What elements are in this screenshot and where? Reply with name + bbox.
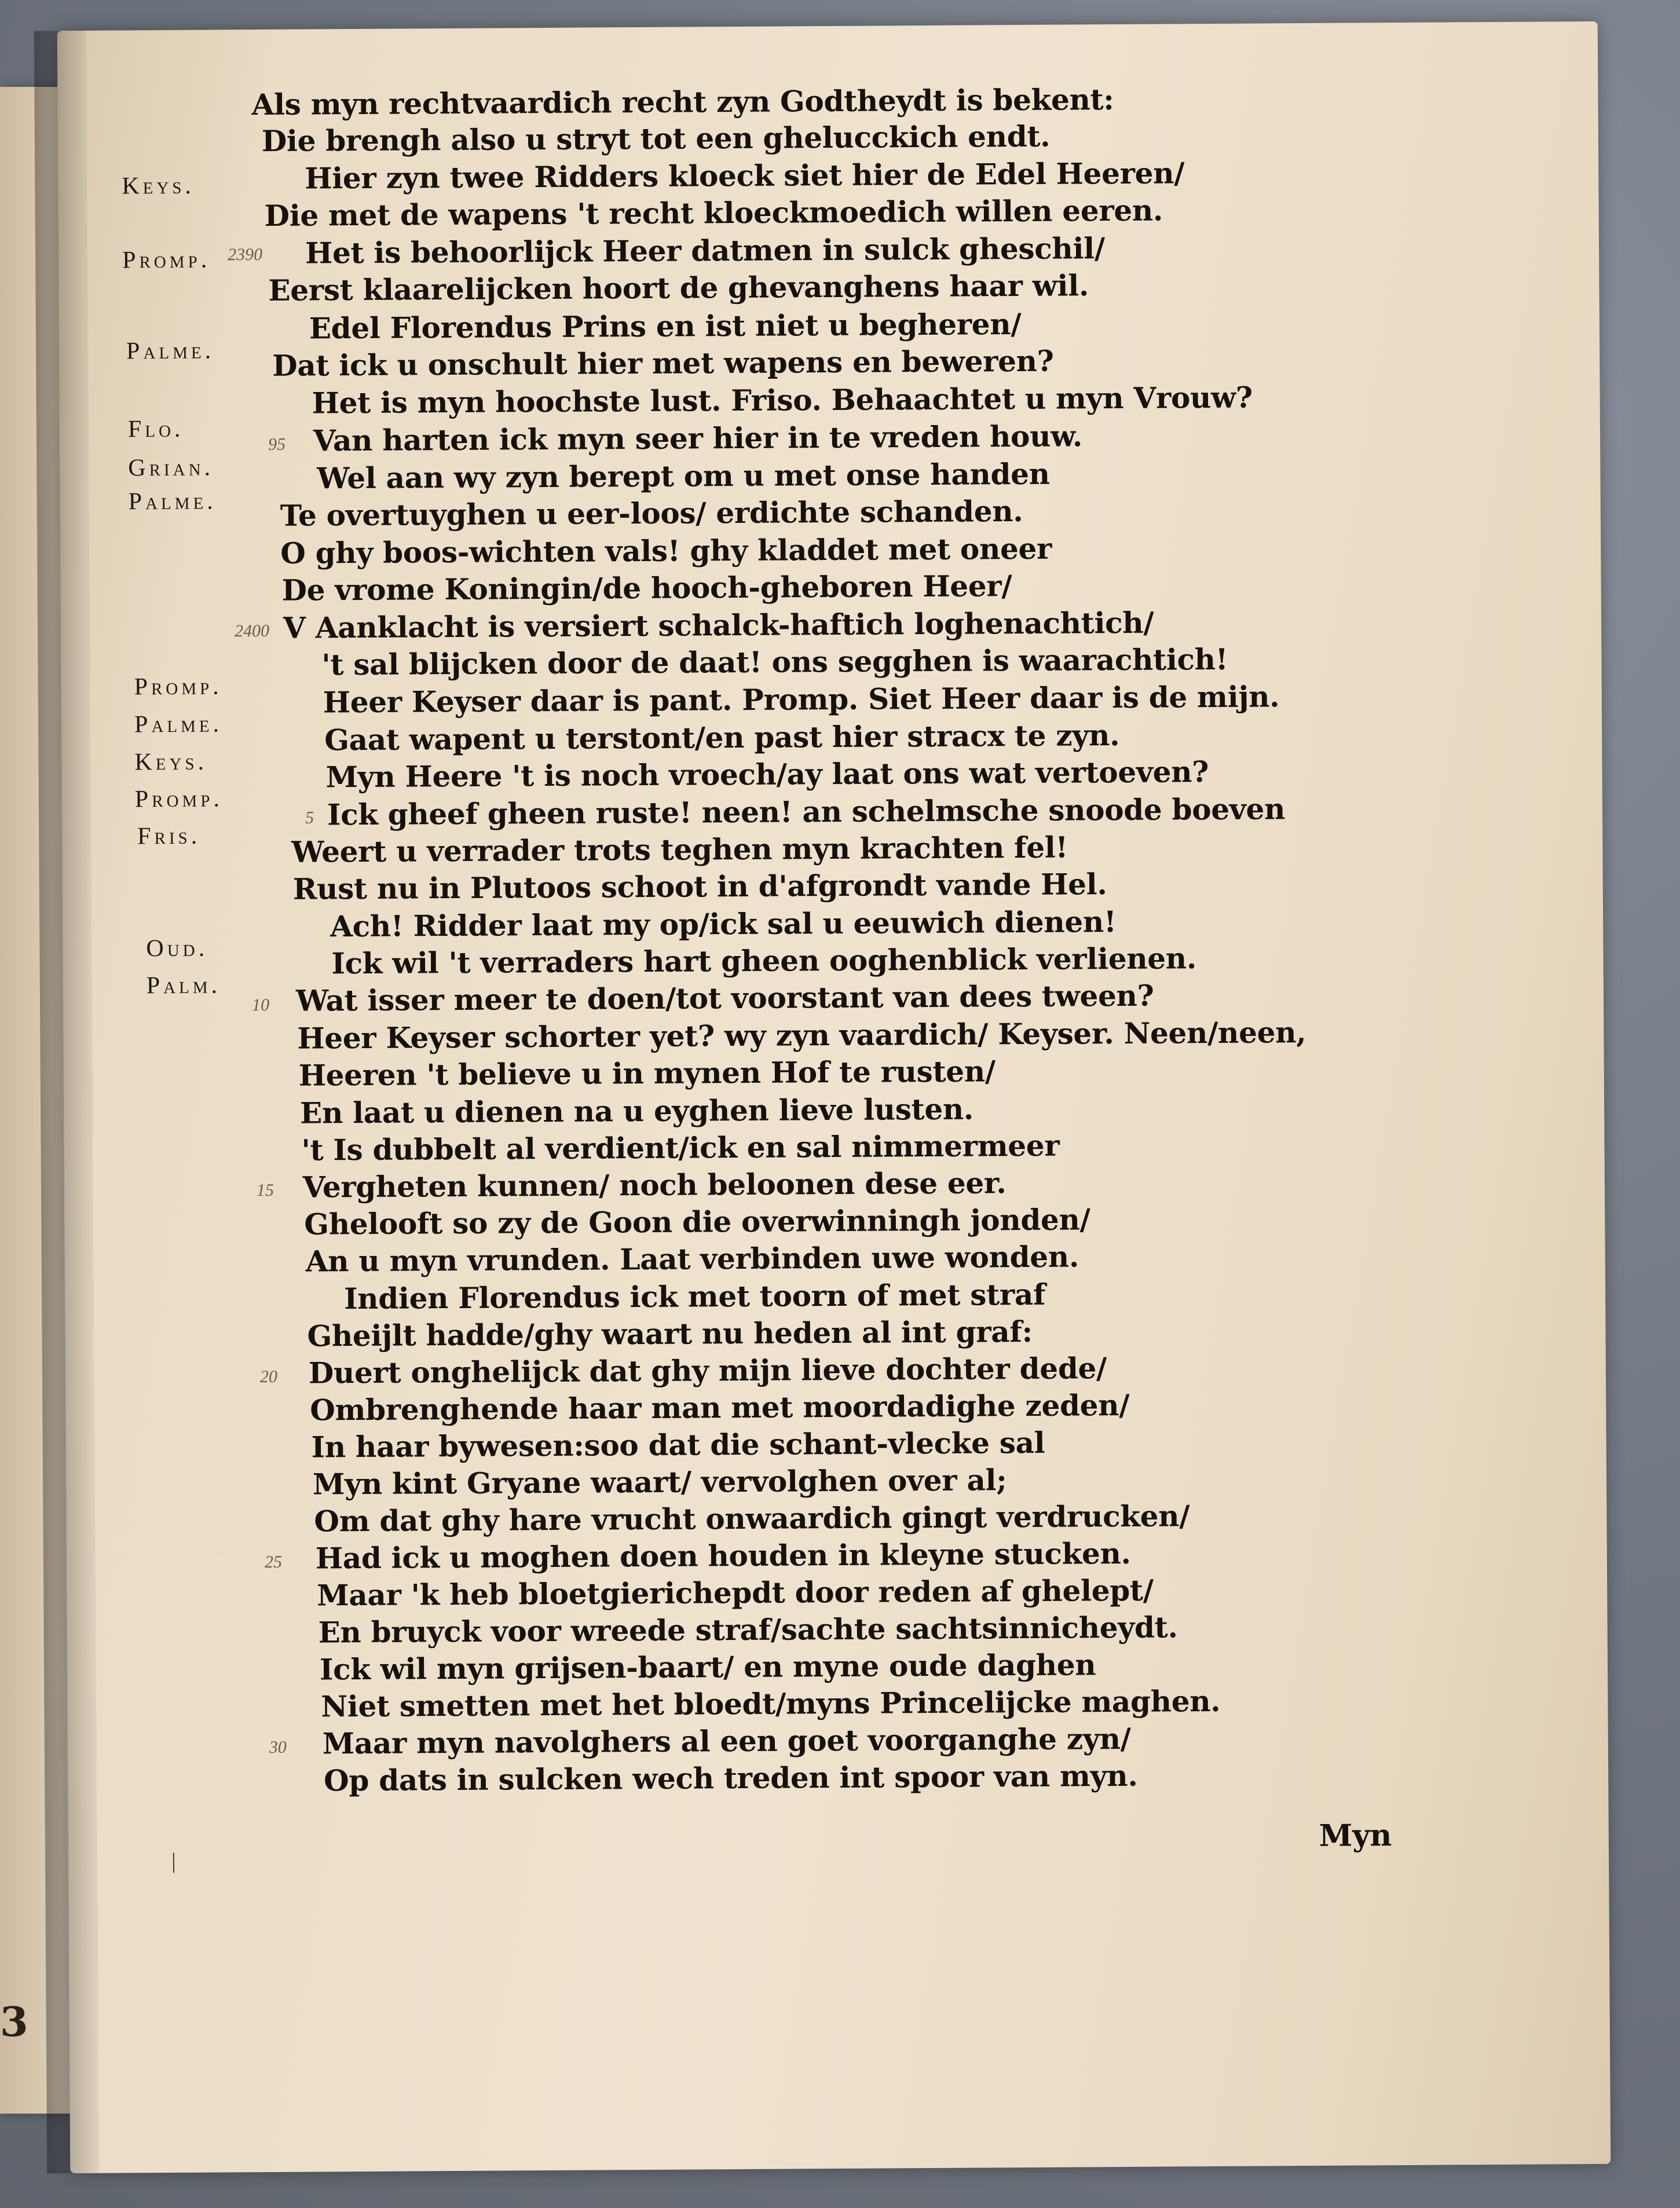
speaker-label: Palm. — [146, 972, 221, 999]
margin-line-number: 2390 — [227, 245, 263, 265]
text-line: In haar bywesen:soo dat die schant-vlecke sal — [311, 1425, 1045, 1464]
text-line: Indien Florendus ick met toorn of met straf — [343, 1277, 1046, 1316]
margin-line-number: 20 — [259, 1367, 278, 1387]
speaker-label: Keys. — [122, 172, 195, 200]
page-mark: | — [171, 1848, 176, 1874]
book-page — [57, 21, 1611, 2173]
text-line: Eerst klaarelijcken hoort de ghevanghens haar wil. — [268, 268, 1089, 307]
text-line: Om dat ghy hare vrucht onwaardich gingt verdrucken/ — [314, 1499, 1190, 1539]
speaker-label: Promp. — [134, 785, 224, 813]
speaker-label: Palme. — [128, 488, 217, 515]
text-line: Heer Keyser daar is pant. Promp. Siet Heer daar is de mijn. — [323, 679, 1280, 720]
margin-line-number: 5 — [305, 808, 314, 827]
text-line: Gaat wapent u terstont/en past hier stracx te zyn. — [324, 717, 1120, 757]
text-line: Dat ick u onschult hier met wapens en beweren? — [272, 343, 1054, 383]
text-line: Die brengh also u stryt tot een ghelucckich endt. — [261, 119, 1051, 159]
text-line: En laat u dienen na u eyghen lieve lusten. — [299, 1092, 974, 1130]
text-line: Heer Keyser schorter yet? wy zyn vaardich/ Keyser. Neen/neen, — [297, 1015, 1306, 1056]
text-line: Ach! Ridder laat my op/ick sal u eeuwich dienen! — [330, 905, 1117, 944]
text-line: Myn Heere 't is noch vroech/ay laat ons wat vertoeven? — [325, 755, 1209, 794]
text-line: O ghy boos-wichten vals! ghy kladdet met oneer — [280, 531, 1052, 570]
text-line: Ick wil myn grijsen-baart/ en myne oude daghen — [319, 1647, 1096, 1687]
speaker-label: Oud. — [146, 935, 208, 962]
speaker-label: Palme. — [126, 337, 215, 365]
text-line: Ick gheef gheen ruste! neen! an schelmsche snoode boeven — [327, 792, 1286, 832]
text-line: Ombrenghende haar man met moordadighe zeden/ — [310, 1387, 1130, 1427]
text-line: Myn kint Gryane waart/ vervolghen over al; — [312, 1463, 1007, 1502]
catchword: Myn — [1319, 1818, 1392, 1854]
text-line: Heeren 't believe u in mynen Hof te rusten/ — [298, 1054, 996, 1093]
text-line: Wel aan wy zyn berept om u met onse handen — [317, 456, 1050, 496]
text-line: Wat isser meer te doen/tot voorstant van dees tween? — [295, 978, 1154, 1018]
text-line: Weert u verrader trots teghen myn krachten fel! — [291, 830, 1068, 869]
text-line: Als myn rechtvaardich recht zyn Godtheydt is bekent: — [251, 82, 1114, 122]
text-line: Het is behoorlijck Heer datmen in sulck gheschil/ — [305, 231, 1105, 270]
text-line: Ghelooft so zy de Goon die overwinningh jonden/ — [304, 1202, 1090, 1242]
text-line: Ick wil 't verraders hart gheen ooghenblick verlienen. — [331, 941, 1197, 981]
text-line: An u myn vrunden. Laat verbinden uwe wonden. — [305, 1239, 1079, 1279]
text-line: Had ick u moghen doen houden in kleyne stucken. — [315, 1536, 1131, 1576]
margin-line-number: 95 — [268, 434, 286, 454]
text-line: En bruyck voor wreede straf/sachte sachtsinnicheydt. — [318, 1610, 1178, 1650]
text-line: Te overtuyghen u eer-loos/ erdichte schanden. — [280, 493, 1023, 533]
margin-line-number: 10 — [251, 995, 270, 1015]
text-line: Het is myn hoochste lust. Friso. Behaachtet u myn Vrouw? — [312, 380, 1253, 420]
text-line: Niet smetten met het bloedt/myns Princelijcke maghen. — [321, 1683, 1221, 1724]
text-line: Rust nu in Plutoos schoot in d'afgrondt vande Hel. — [292, 867, 1107, 906]
speaker-label: Grian. — [128, 454, 214, 482]
margin-line-number: 15 — [256, 1180, 274, 1200]
text-line: 't Is dubbelt al verdient/ick en sal nimmermeer — [301, 1128, 1060, 1167]
speaker-label: Keys. — [134, 748, 208, 776]
text-line: Van harten ick myn seer hier in te vreden houw. — [313, 419, 1083, 458]
text-line: V Aanklacht is versiert schalck-haftich loghenachtich/ — [283, 605, 1154, 645]
text-line: Edel Florendus Prins en ist niet u begheren/ — [309, 307, 1022, 346]
margin-line-number: 30 — [269, 1737, 287, 1757]
text-line: Vergheten kunnen/ noch beloonen dese eer. — [302, 1166, 1006, 1204]
speaker-label: Fris. — [137, 822, 201, 850]
speaker-label: Flo. — [127, 415, 184, 443]
text-line: Gheijlt hadde/ghy waart nu heden al int graf: — [307, 1314, 1033, 1353]
margin-line-number: 2400 — [234, 621, 270, 641]
text-line: Hier zyn twee Ridders kloeck siet hier de Edel Heeren/ — [305, 156, 1185, 196]
text-line: Duert onghelijck dat ghy mijn lieve dochter dede/ — [308, 1351, 1107, 1390]
text-line: Maar 'k heb bloetgierichepdt door reden af ghelept/ — [317, 1573, 1154, 1613]
text-line: Maar myn navolghers al een goet voorganghe zyn/ — [322, 1721, 1131, 1761]
speaker-label: Promp. — [122, 246, 211, 274]
left-page-mark: 3 — [0, 1998, 28, 2046]
speaker-label: Promp. — [134, 673, 222, 701]
speaker-label: Palme. — [134, 711, 223, 738]
text-line: Op dats in sulcken wech treden int spoor van myn. — [324, 1758, 1138, 1798]
text-line: Die met de wapens 't recht kloeckmoedich willen eeren. — [264, 193, 1163, 233]
margin-line-number: 25 — [264, 1552, 282, 1572]
text-line: De vrome Koningin/de hooch-gheboren Heer/ — [281, 569, 1012, 607]
text-line: 't sal blijcken door de daat! ons segghen is waarachtich! — [321, 642, 1228, 682]
